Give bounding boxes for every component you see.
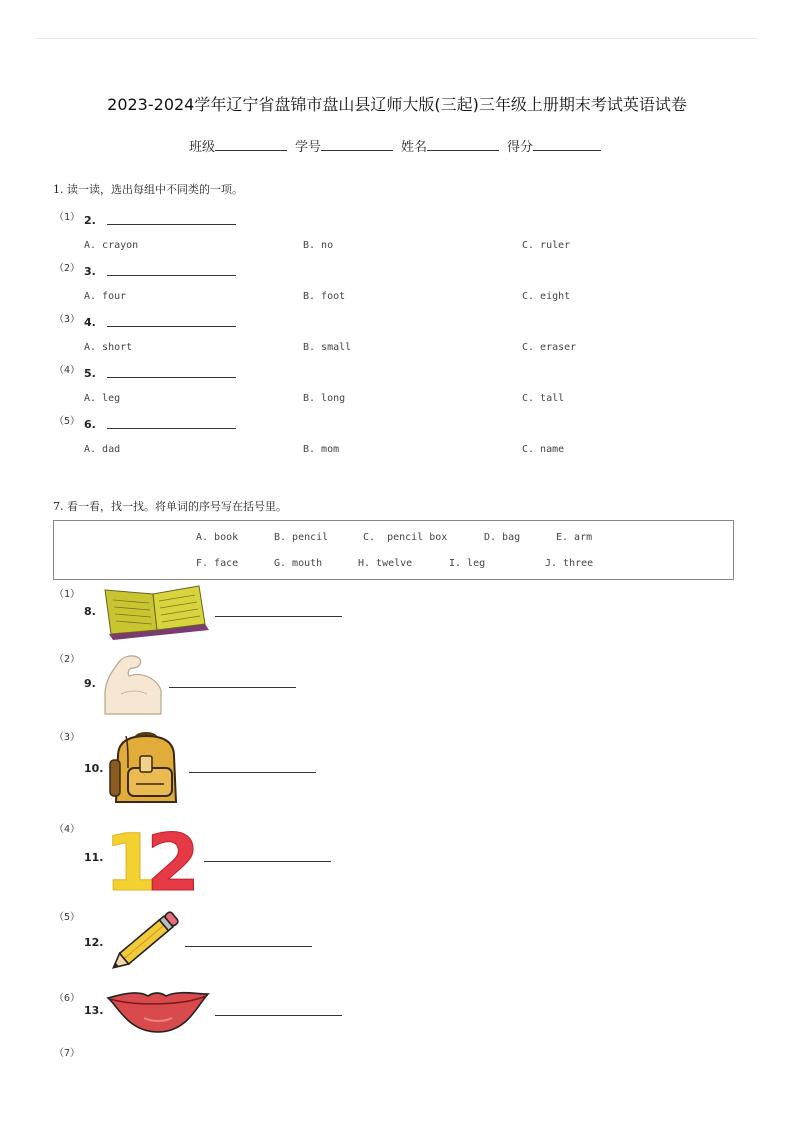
subquestion-label: （1） — [54, 589, 81, 600]
word-bank-item: J. three — [545, 558, 594, 569]
answer-blank[interactable] — [189, 772, 316, 773]
question-number: 13. — [84, 1004, 104, 1017]
question-number: 12. — [84, 936, 104, 949]
answer-blank[interactable] — [215, 616, 342, 617]
backpack-icon — [106, 730, 186, 808]
name-field[interactable] — [401, 136, 503, 155]
class-field[interactable] — [189, 136, 291, 155]
pencil-icon — [104, 906, 184, 978]
question-number: 3. — [84, 265, 96, 278]
lips-icon — [104, 988, 212, 1036]
subquestion-label: （7） — [54, 1048, 81, 1059]
number-twelve-digit-two: 2 — [146, 820, 200, 896]
subquestion-label: （2） — [54, 263, 81, 274]
answer-blank[interactable] — [107, 224, 236, 225]
question-number: 4. — [84, 316, 96, 329]
name-label: 姓名 — [401, 140, 428, 155]
word-bank-box — [53, 520, 734, 580]
question-number: 6. — [84, 418, 96, 431]
subquestion-label: （5） — [54, 912, 81, 923]
option-a: A. leg — [84, 393, 121, 404]
question-number: 2. — [84, 214, 96, 227]
subquestion-label: （3） — [54, 732, 81, 743]
option-a: A. dad — [84, 444, 121, 455]
question-number: 10. — [84, 762, 104, 775]
subquestion-label: （3） — [54, 314, 81, 325]
option-c: C. ruler — [522, 240, 571, 251]
subquestion-label: （1） — [54, 212, 81, 223]
option-b: B. no — [303, 240, 334, 251]
option-b: B. long — [303, 393, 346, 404]
question-number: 8. — [84, 605, 96, 618]
word-bank-item: H. twelve — [358, 558, 413, 569]
question-number: 5. — [84, 367, 96, 380]
answer-blank[interactable] — [107, 275, 236, 276]
word-bank-item: I. leg — [449, 558, 486, 569]
word-bank-item: D. bag — [484, 532, 521, 543]
answer-blank[interactable] — [107, 326, 236, 327]
word-bank-item: A. book — [196, 532, 239, 543]
section2-heading: 7. 看一看，找一找。将单词的序号写在括号里。 — [53, 500, 287, 513]
word-bank-item: G. mouth — [274, 558, 323, 569]
student-id-label: 学号 — [294, 140, 321, 155]
option-a: A. four — [84, 291, 127, 302]
word-bank-item: B. pencil — [274, 532, 329, 543]
student-info-line — [0, 136, 794, 155]
question-number: 11. — [84, 851, 104, 864]
number-twelve-icon — [104, 820, 200, 896]
exam-title: 2023-2024学年辽宁省盘锦市盘山县辽师大版(三起)三年级上册期末考试英语试卷 — [107, 95, 687, 114]
subquestion-label: （5） — [54, 416, 81, 427]
score-field[interactable] — [507, 136, 605, 155]
student-id-field[interactable] — [295, 136, 397, 155]
option-a: A. short — [84, 342, 133, 353]
subquestion-label: （4） — [54, 365, 81, 376]
word-bank-item: E. arm — [556, 532, 593, 543]
answer-blank[interactable] — [204, 861, 331, 862]
option-c: C. tall — [522, 393, 565, 404]
answer-blank[interactable] — [185, 946, 312, 947]
option-b: B. small — [303, 342, 352, 353]
option-b: B. foot — [303, 291, 346, 302]
answer-blank[interactable] — [107, 428, 236, 429]
class-label: 班级 — [188, 140, 215, 155]
name-blank[interactable] — [427, 138, 499, 151]
subquestion-label: （6） — [54, 993, 81, 1004]
option-c: C. eight — [522, 291, 571, 302]
option-c: C. name — [522, 444, 565, 455]
section1-heading: 1. 读一读，选出每组中不同类的一项。 — [53, 183, 243, 196]
number-twelve-digit-one: 1 — [104, 820, 159, 896]
score-blank[interactable] — [533, 138, 601, 151]
word-bank-item: F. face — [196, 558, 239, 569]
class-blank[interactable] — [215, 138, 287, 151]
question-number: 9. — [84, 677, 96, 690]
option-a: A. crayon — [84, 240, 139, 251]
answer-blank[interactable] — [215, 1015, 342, 1016]
option-b: B. mom — [303, 444, 340, 455]
word-bank-item: C. pencil box — [363, 532, 448, 543]
answer-blank[interactable] — [107, 377, 236, 378]
option-c: C. eraser — [522, 342, 577, 353]
arm-icon — [99, 650, 165, 718]
subquestion-label: （2） — [54, 654, 81, 665]
subquestion-label: （4） — [54, 824, 81, 835]
answer-blank[interactable] — [169, 687, 296, 688]
book-icon — [101, 584, 211, 640]
header-rule — [36, 38, 758, 39]
score-label: 得分 — [507, 140, 534, 155]
student-id-blank[interactable] — [321, 138, 393, 151]
